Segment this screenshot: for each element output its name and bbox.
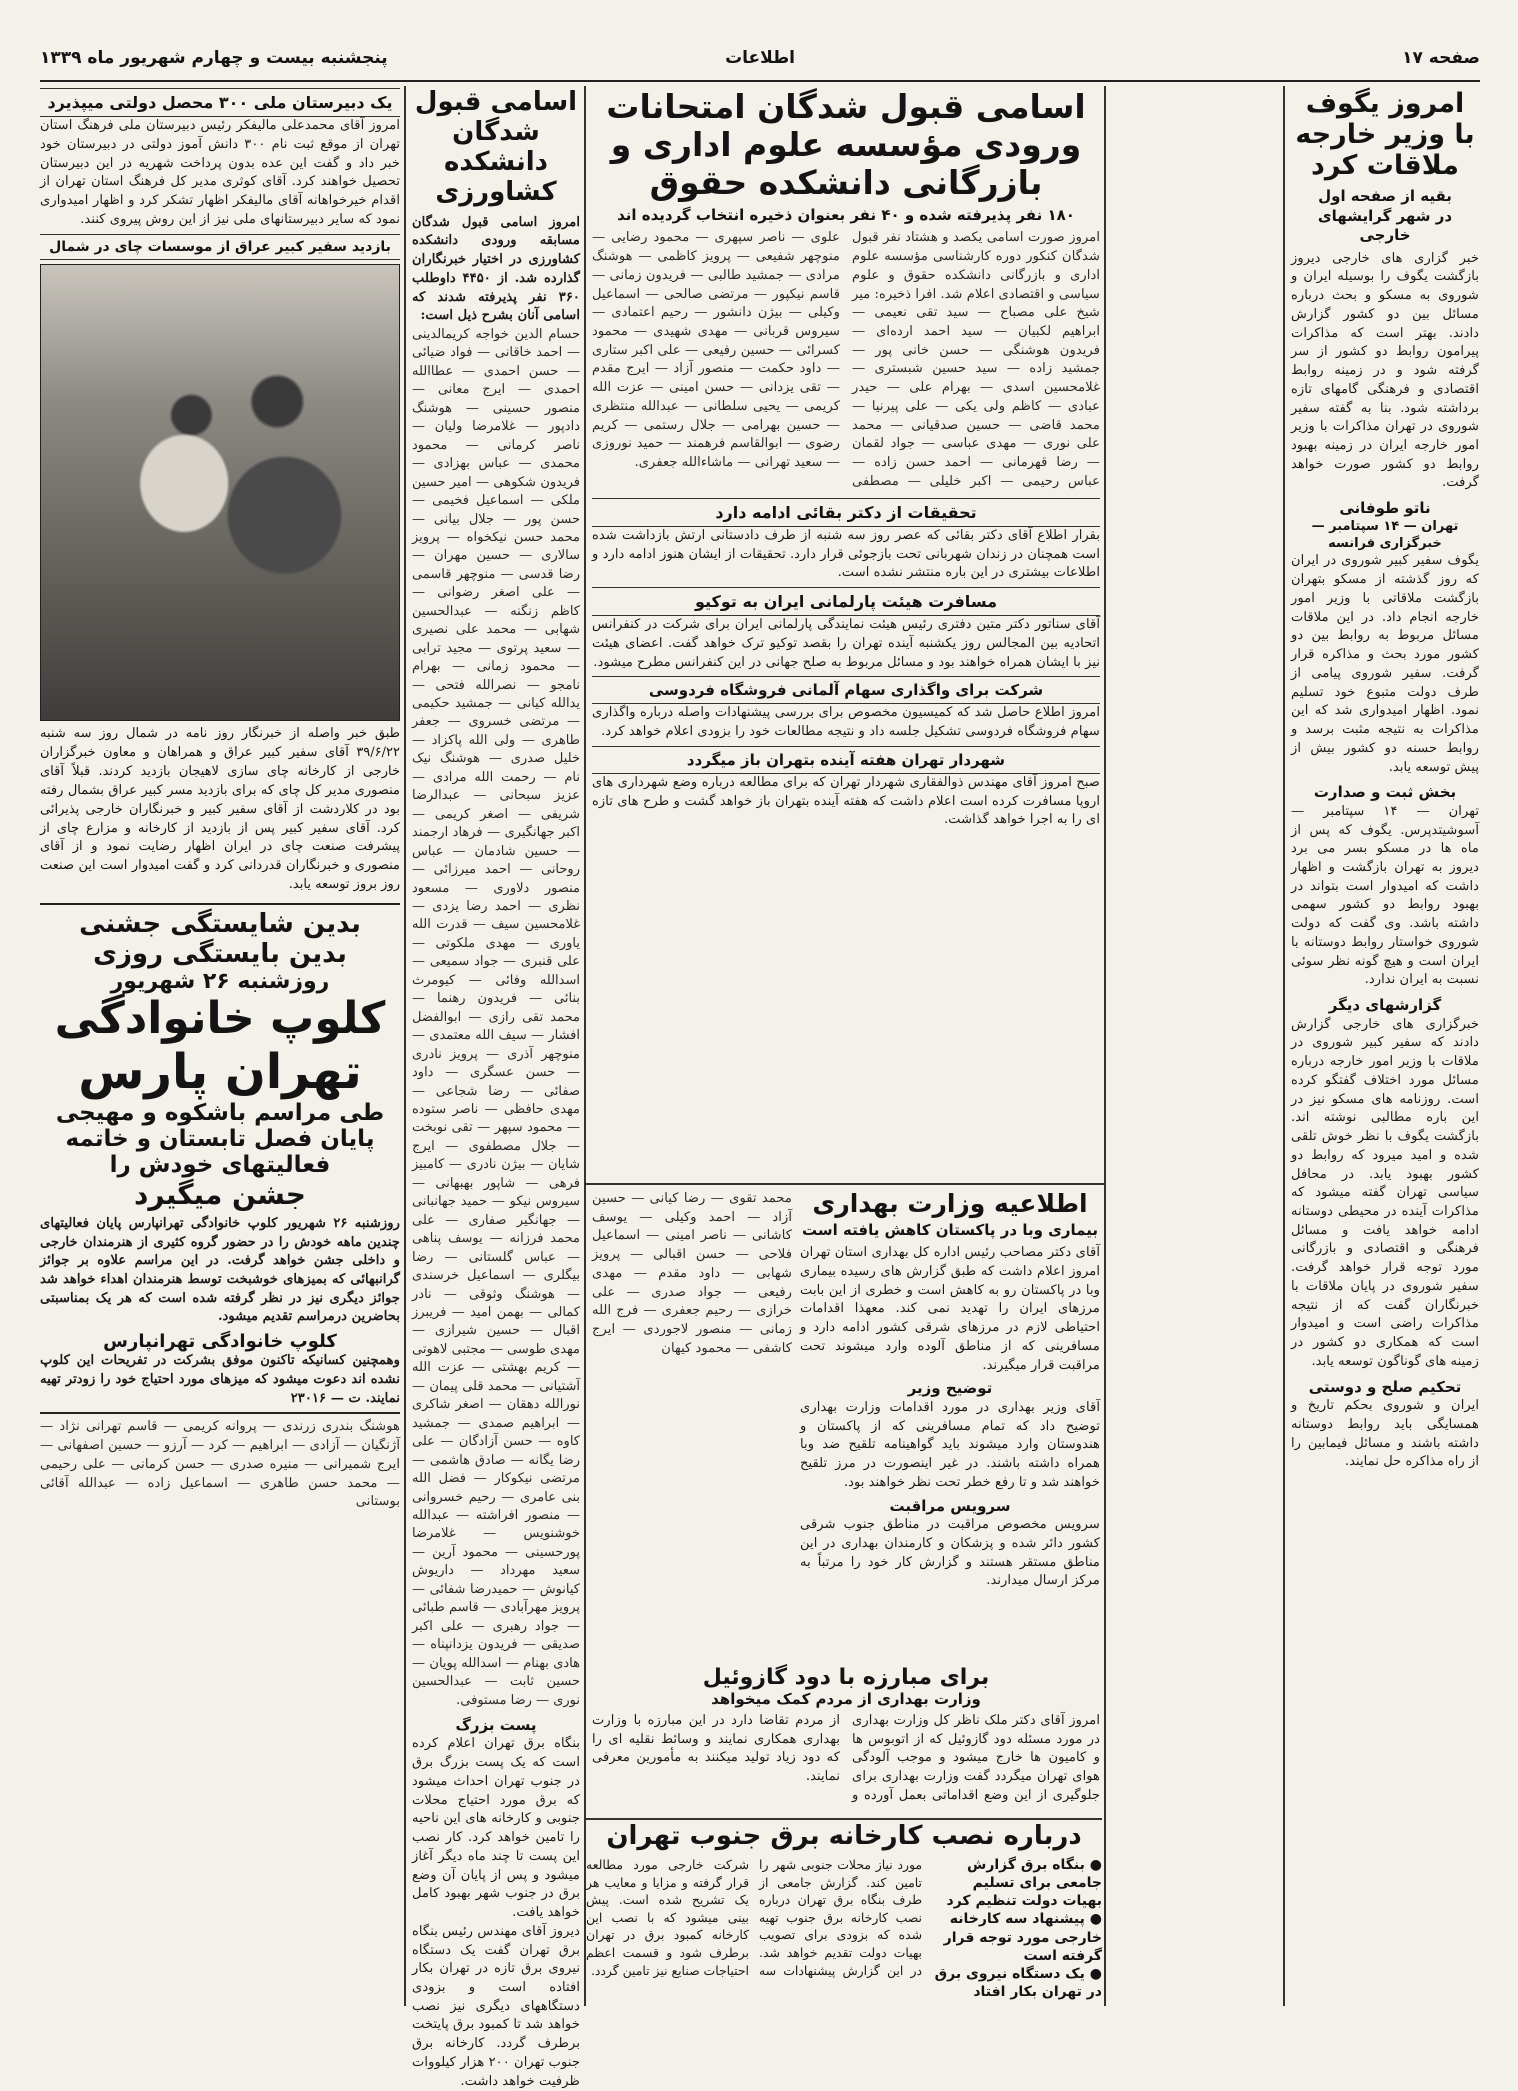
article-intro: امروز اسامی قبول شدگان مسابقه ورودی دانشکده کشاورزی در اختیار خبرنگاران گذارده شد. از ۴۴۵۰ داوطلب ۳۶۰ نفر پذیرفته شدند که اسامی آنان بشرح ذیل است: <box>412 214 580 324</box>
column-divider <box>584 86 586 2006</box>
article-headline: اسامی قبول شدگان دانشکده کشاورزی <box>414 87 578 207</box>
column-divider <box>404 86 406 2006</box>
ad-title: تهران پارس <box>78 1043 362 1100</box>
page-number: صفحه ۱۷ <box>1402 48 1480 68</box>
article-subhead: ۱۸۰ نفر پذیرفته شده و ۴۰ نفر بعنوان ذخیره انتخاب گردیده اند <box>617 205 1075 224</box>
article-body: ایران و شوروی بحکم تاریخ و همسایگی باید روابط دوستانه داشته باشند و مسائل فیمابین را از راه مذاکره حل نمایند. <box>1291 1398 1479 1470</box>
article-subhead: وزارت بهداری از مردم کمک میخواهد <box>711 1690 981 1709</box>
ad-title: کلوپ خانوادگی <box>54 992 386 1044</box>
ad-line: بدین بایستگی روزی <box>93 938 347 969</box>
issue-date: پنجشنبه بیست و چهارم شهریور ماه ۱۳۳۹ <box>40 48 388 68</box>
newspaper-name: اطلاعات <box>725 48 795 68</box>
article-body: بقرار اطلاع آقای دکتر بقائی که عصر روز سه شنبه از طرف دادستانی ارتش بازداشت شده است همچنان در زندان شهربانی تحت بازجوئی قرار دارد. تحقیقات از ایشان هنوز ادامه دارد و اطلاعات بیشتری در این باره منتشر نشده است. <box>592 527 1100 581</box>
ad-line: پایان فصل تابستان و خاتمه <box>65 1125 375 1152</box>
article-headline: اطلاعیه وزارت بهداری <box>812 1189 1088 1218</box>
article-law-admissions <box>592 88 1100 1180</box>
article-subhead: در شهر گرایشهای خارجی <box>1317 206 1453 245</box>
article-bullet: ● پیشنهاد سه کارخانه خارجی مورد توجه قرار گرفته است <box>932 1910 1102 1965</box>
club-advertisement <box>40 903 400 1414</box>
article-subhead: بقیه از صفحه اول <box>1318 187 1452 206</box>
ad-line: فعالیتهای خودش را <box>109 1151 331 1178</box>
photo-caption: طبق خبر واصله از خبرنگار روز نامه در شمال روز سه شنبه ۳۹/۶/۲۲ آقای سفیر کبیر عراق و همراهان و معاون خبرگزاران خارجی از کارخانه چای سازی لاهیجان بازدید کردند. قبلاً آقای منصوری مدیر کل چای که برای بازدید مسر کبیر عراق بشمال رفته بود در کلاردشت از آقای سفیر کبیر و خبرنگاران خارجی پذیرائی کرد. آقای سفیر کبیر پس از بازدید از کارخانه و مزارع چای از پیشرفت صنعت چای در ایران اظهار رضایت نمود و از آقای منصوری و خبرنگاران قدردانی کرد و گفت امیدوار است این صنعت روز بروز توسعه یابد. <box>40 726 400 893</box>
article-body: یگوف سفیر کبیر شوروی در ایران که روز گذشته از مسکو بتهران بازگشت ملاقاتی با وزیر امور خارجه انجام داد. در این ملاقات مسائل مربوط به روابط بین دو کشور مورد بحث و مذاکره قرار گرفت. سفیر شوروی پیامی از طرف دولت متبوع خود تسلیم نمود. اظهار امیدواری شد که این مذاکرات به نتیجه مثبت برسد و روابط حسنه دو کشور بیش از پیش توسعه یابد. <box>1291 553 1479 775</box>
ad-footer: کلوپ خانوادگی تهرانپارس <box>103 1331 337 1353</box>
article-subhead: پست بزرگ <box>455 1715 537 1734</box>
article-body: بنگاه برق تهران اعلام کرده است که یک پست بزرگ برق در جنوب تهران احداث میشود که برق مورد احتیاج محلات جنوبی و کارخانه های این ناحیه را تامین خواهد کرد. کار نصب این پست تا چند ماه دیگر آغاز میشود و پس از پایان آن وضع برق در جنوب شهر بهبود کامل خواهد یافت. <box>412 1736 580 1921</box>
article-body: مورد نیاز محلات جنوبی شهر را تامین کند. گزارش جامعی از طرف بنگاه برق تهران درباره نصب کارخانه برق جنوب تهیه شده که بزودی برای تصویب بهیات دولت تقدیم خواهد شد. در این گزارش پیشنهادات سه شرکت خارجی مورد مطالعه قرار گرفته و مزایا و معایب هر یک تشریح شده است. پیش بینی میشود که با نصب این کارخانه کمبود برق در تهران برطرف شود و قسمت اعظم احتیاجات صنایع نیز تامین گردد. <box>586 1856 922 1978</box>
article-subhead: گزارشهای دیگر <box>1328 996 1442 1015</box>
names-list: امروز صورت اسامی یکصد و هشتاد نفر قبول شدگان کنکور دوره کارشناسی مؤسسه علوم اداری و بازرگانی دانشکده حقوق و علوم سیاسی و اقتصادی اعلام شد. افرا ذخیره: میر شیخ علی مصباح — سید تقی نعیمی — ابراهیم لکبیان — سید احمد ارده‌ای — فریدون هوشنگی — حسن خانی پور — جمشید زاده — سید حسین شبستری — غلامحسین اسدی — بهرام علی — حیدر عبادی — کاظم ولی یکی — علی پیرنیا — محمد قاضی — حسین صدقیانی — محمد علی نوری — مهدی عباسی — جواد لقمان — رضا قهرمانی — احمد حسن زاده — عباس رحیمی — اکبر خلیلی — مصطفی علوی — ناصر سپهری — محمود رضایی — منوچهر شفیعی — پرویز کاظمی — هوشنگ مرادی — جمشید طالبی — فریدون زمانی — قاسم نیکپور — مرتضی صالحی — اسماعیل وکیلی — بیژن دانشور — رحیم اعتمادی — سیروس قربانی — مهدی شهیدی — محمود کسرائی — حسین رفیعی — علی اکبر ستاری — داود حکمت — منصور آزاد — ایرج مقدم — تقی یزدانی — حسن امینی — عزت الله کریمی — یحیی سلطانی — عبدالله منتظری — حسین بهرامی — جلال رستمی — کریم رضوی — ابوالقاسم فرهمند — حمید نوروزی — سعید تهرانی — ماشاءالله جعفری. <box>592 230 1100 489</box>
article-body: امروز آقای دکتر ملک ناظر کل وزارت بهداری در مورد مسئله دود گازوئیل که از اتوبوس ها و کامیون ها خارج میشود و موجب آلودگی هوای تهران میگردد گفت وزارت بهداری برای جلوگیری از این وضع اقداماتی بعمل آورده و از مردم تقاضا دارد در این مبارزه با وزارت بهداری همکاری نمایند و وسائط نقلیه ای را که دود زیاد تولید میکنند به مأمورین معرفی نمایند. <box>592 1712 1100 1803</box>
ad-body: روزشنبه ۲۶ شهریور کلوپ خانوادگی تهرانپارس پایان فعالیتهای چندین ماهه خودش را در حضور گروه کثیری از هنرمندان خارجی و داخلی جشن خواهد گرفت. در این مراسم علاوه بر جوائز گرانبهائی که بمیزهای خوشبخت توسط هنرمندان اهداء خواهد شد جوائز دیگری نیز در نظر گرفته شده است که هر یک بمناسبتی بحاضرین درمراسم تقدیم میشود. <box>40 1215 400 1325</box>
article-headline: یک دبیرستان ملی ۳۰۰ محصل دولتی میپذیرد <box>40 88 400 117</box>
article-bullet: ● بنگاه برق گزارش جامعی برای تسلیم بهیات دولت تنظیم کرد <box>932 1856 1102 1911</box>
article-body: خبرگزاری های خارجی گزارش دادند که سفیر کبیر شوروی در ملاقات با وزیر امور خارجه درباره مسائل مورد اختلاف گفتگو کرده است. روزنامه های مسکو نیز در این باره مطالبی نوشته اند. بازگشت یگوف با نظر خوش تلقی شده و امید میرود که روابط دو کشور بهبود یابد. در محافل سیاسی تهران گفته میشود که مذاکرات آینده در محیطی دوستانه ادامه خواهد یافت و مسائل فرهنگی و اقتصادی و بازرگانی مورد توجه قرار خواهد گرفت. سفیر شوروی در پایان ملاقات با خبرنگاران گفت که از نتیجه مذاکرات راضی است و امیدوار است که همکاری دو کشور در زمینه های گوناگون توسعه یابد. <box>1291 1016 1479 1369</box>
article-headline: شهردار تهران هفته آینده بتهران باز میگردد <box>592 746 1100 774</box>
article-headline: برای مبارزه با دود گازوئیل <box>702 1665 990 1690</box>
article-power-plant <box>586 1818 1102 2006</box>
article-headline: مسافرت هیئت پارلمانی ایران به توکیو <box>592 587 1100 616</box>
column-divider <box>1283 86 1285 2006</box>
article-subhead: بخش ثبت و صدارت <box>1313 783 1457 802</box>
article-subhead: ناتو طوفانی <box>1339 499 1431 518</box>
article-subhead: سرویس مراقبت <box>889 1496 1011 1515</box>
article-body: خبر گزاری های خارجی دیروز بازگشت یگوف را بوسیله ایران و شوروی به مسکو و بحث درباره مسائل بین دو کشور گزارش دادند. بهتر است که مذاکرات پیرامون روابط دو کشور از سر گرفته شود و در زمینه روابط اقتصادی و فرهنگی گامهای تازه برداشته شود. بنا به گفته سفیر شوروی در تهران مذاکرات با وزیر امور خارجه ایران در زمینه بهبود روابط دو کشور صورت خواهد گرفت. <box>1291 250 1479 491</box>
article-subhead: توضیح وزیر <box>907 1379 993 1398</box>
article-yakovlev <box>1291 88 1479 2003</box>
article-diesel-smoke <box>592 1665 1100 1815</box>
article-body: امروز آقای محمدعلی مالیفکر رئیس دبیرستان ملی فرهنگ استان تهران از موقع ثبت نام ۳۰۰ دانش آموز دولتی در دبیرستان خود خبر داد و گفت این عده بدون پرداخت شهریه در این دبیرستان تحصیل خواهند کرد. آقای کوثری مدیر کل فرهنگ استان تهران از اقدام خیرخواهانه آقای مالیفکر اظهار تشکر کرد و اظهار امیدواری نمود که سایر دبیرستانهای ملی نیز از این روش پیروی کنند. <box>40 118 400 227</box>
names-list: حسام الدین خواجه کریمالدینی — احمد خاقانی — فواد ضیائی — حسن احمدی — عطاالله احمدی — ایرج معانی — منصور حسینی — هوشنگ دادپور — غلامرضا ولیان — ناصر کرمانی — محمود محمدی — عباس بهزادی — فریدون شکوهی — امیر حسین ملکی — اسماعیل فخیمی — حسن پور — جلال بیانی — محمد حسن نیکخواه — پرویز سالاری — حسین مهران — رضا قدسی — منوچهر قاسمی — علی اصغر رضوانی — کاظم زنگنه — عبدالحسین شهابی — محمد علی نصیری — سعید پرتوی — مجید ترابی — محمود زمانی — بهرام نامجو — نصرالله فتحی — یدالله کیانی — جمشید حکیمی — مرتضی خسروی — جعفر طاهری — ولی الله پاکزاد — خلیل صدری — هوشنگ نیک نام — رحمت الله مرادی — عزیز سبحانی — عبدالرضا شریفی — اصغر کریمی — اکبر جهانگیری — فرهاد ارجمند — حسین شادمان — عباس روحانی — احمد میرزائی — منصور دلاوری — مسعود نظری — احمد رضا یزدی — غلامحسین سیف — قدرت الله یاوری — مهدی ملکوتی — علی قنبری — جواد سمیعی — اسدالله وفائی — کیومرث بنائی — فریدون رهنما — محمد تقی رازی — ابوالفضل افشار — سیف الله معتمدی — منوچهر آذری — پرویز نادری — حسن عسگری — داود صفائی — رضا شجاعی — مهدی حافظی — ناصر ستوده — محمود سپهر — تقی نوبخت — جلال مصطفوی — ایرج شایان — بیژن نادری — کامبیز فرهی — شاپور بهبهانی — سیروس نیکو — حمید جهانبانی — جهانگیر صفاری — علی محمد فرزانه — یوسف پناهی — عباس گلستانی — رضا بیگلری — اسماعیل خرسندی — هوشنگ وثوقی — نادر کمالی — بهمن امید — فریبرز اقبال — حسین شیرازی — مهدی طوسی — مجتبی لاهوتی — کریم بهشتی — عزت الله آشتیانی — محمد قلی پیمان — نورالله دهقان — اصغر شاکری — ابراهیم صمدی — جمشید کاوه — حسن آزادگان — علی رضا یگانه — صادق هاشمی — مرتضی نیکوکار — فضل الله بنی عامری — رحیم خسروانی — منصور افراشته — عبدالله خوشنویس — غلامرضا پورحسینی — محمود آرین — سعید مهرداد — داریوش کیانوش — حمیدرضا شفائی — پرویز مهرآبادی — قاسم طبائی — جواد رهبری — علی اکبر صدیقی — فریدون یزدانپناه — هادی بهنام — اسدالله پویان — حسین ثابت — عبدالحسین نوری — رضا مستوفی. <box>412 326 580 1708</box>
article-body: سرویس مخصوص مراقبت در مناطق جنوب شرقی کشور دائر شده و پزشکان و کارمندان بهداری در این مناطق مستقر هستند و گزارش کار خود را مرتباً به مرکز ارسال میدارند. <box>800 1517 1100 1589</box>
article-body: صبح امروز آقای مهندس ذوالفقاری شهردار تهران که برای مطالعه درباره وضع شهرداری های اروپا مسافرت کرده است اعلام داشت که هفته آینده بتهران باز خواهد گشت و طرح های تازه ای را به اجرا خواهد گذاشت. <box>592 774 1100 828</box>
article-body: آقای سناتور دکتر متین دفتری رئیس هیئت نمایندگی پارلمانی ایران برای شرکت در کنفرانس اتحادیه بین المجالس روز یکشنبه آینده تهران را بقصد توکیو ترک خواهد گفت. اعضای هیئت نیز با ایشان همراه خواهند بود و مسائل مربوط به صلح جهانی در این کنفرانس مطرح میشود. <box>592 617 1100 670</box>
article-body: امروز اطلاع حاصل شد که کمیسیون مخصوص برای بررسی پیشنهادات واصله درباره واگذاری سهام فروشگاه فردوسی تشکیل جلسه داد و نتیجه مطالعات خود را بزودی اعلام خواهد کرد. <box>592 705 1100 740</box>
ad-line: بدین شایستگی جشنی <box>79 908 361 939</box>
ad-note: وهمچنین کسانیکه تاکنون موفق بشرکت در تفریحات این کلوپ نشده اند دعوت میشود که میزهای مورد احتیاج خود را زودتر تهیه نمایند. ت — ۲۳۰۱۶ <box>40 1353 400 1406</box>
article-body: آقای وزیر بهداری در مورد اقدامات وزارت بهداری توضیح داد که تمام مسافرینی که از پاکستان و هندوستان وارد میشوند باید گواهینامه تلقیح ضد وبا همراه داشته باشند. در غیر اینصورت در مرز تلقیح خواهند شد و تا رفع خطر تحت نظر خواهند بود. <box>800 1399 1100 1490</box>
section-divider <box>586 1183 1104 1185</box>
ad-line: روزشنبه ۲۶ شهریور <box>110 968 330 994</box>
article-agri-admissions <box>412 87 580 2089</box>
article-body: دیروز آقای مهندس رئیس بنگاه برق تهران گفت یک دستگاه نیروی برق تازه در تهران بکار افتاده است و بزودی دستگاههای دیگری نیز نصب خواهد شد تا کمبود برق پایتخت برطرف گردد. کارخانه برق جنوب تهران ۲۰۰ هزار کیلووات ظرفیت خواهد داشت. <box>412 1923 580 2089</box>
photo-title: بازدید سفیر کبیر عراق از موسسات چای در شمال <box>40 234 400 261</box>
article-body: آقای دکتر مصاحب رئیس اداره کل بهداری استان تهران امروز اعلام داشت که طبق گزارش های رسیده بیماری وبا در پاکستان رو به کاهش است و خطری از این بابت مرزهای ایران را تهدید نمی کند. معهذا اقدامات احتیاطی لازم در مرزهای شرقی کشور ادامه دارد و مسافرینی که از مناطق آلوده وارد میشوند تحت مراقبت قرار میگیرند. <box>800 1245 1100 1373</box>
names-list-column <box>592 1190 792 1660</box>
ad-line: طی مراسم باشکوه و مهیجی <box>55 1099 385 1126</box>
article-body: تهران — ۱۴ سپتامبر — آسوشیتدپرس. یگوف که پس از ماه ها در مسکو بسر می برد دیروز به تهران بازگشت و اظهار داشت که امیدوار است بتواند در بهبود روابط دو کشور سهمی داشته باشد. وی گفت که دولت شوروی خواستار روابط دوستانه با ایران است و هیچ گونه نظر سوئی نسبت به ایران ندارد. <box>1291 803 1479 988</box>
article-headline: شرکت برای واگذاری سهام آلمانی فروشگاه فردوسی <box>592 676 1100 704</box>
left-column <box>40 88 400 2003</box>
article-bullet: ● یک دستگاه نیروی برق در تهران بکار افتاد <box>932 1965 1102 2001</box>
article-headline: درباره نصب کارخانه برق جنوب تهران <box>606 1821 1082 1851</box>
article-subhead: تهران — ۱۴ سپتامبر — خبرگزاری فرانسه <box>1311 518 1459 551</box>
names-list: محمد تقوی — رضا کیانی — حسین آزاد — احمد وکیلی — یوسف کاشانی — ناصر امینی — اسماعیل فلاحی — حسن اقبالی — پرویز شهابی — داود مقدم — مهدی رفیعی — جواد صدری — علی خرازی — رحیم جعفری — فرج الله زمانی — منصور لاجوردی — ایرج کاشفی — محمود کیهان <box>592 1191 792 1356</box>
column-divider <box>1104 86 1106 2006</box>
article-subhead: تحکیم صلح و دوستی <box>1308 1377 1462 1396</box>
article-headline: تحقیقات از دکتر بقائی ادامه دارد <box>592 498 1100 527</box>
article-subhead: بیماری وبا در پاکستان کاهش یافته است <box>802 1220 1098 1239</box>
news-photo <box>40 264 400 721</box>
article-headline: اسامی قبول شدگان امتحانات ورودی مؤسسه علوم اداری و بازرگانی دانشکده حقوق <box>606 87 1086 202</box>
masthead <box>40 40 1480 82</box>
names-list: هوشنگ بندری زرندی — پروانه کریمی — قاسم تهرانی نژاد — آژنگیان — آزادی — ابراهیم — کرد — آرزو — حسین اصفهانی — ایرج شمیرانی — منیره صدری — حسن کرمانی — علی رحیمی — محمد حسن طاهری — اسماعیل زاده — عبدالله آقائی بوستانی <box>40 1419 400 1510</box>
article-headline: امروز یگوف با وزیر خارجه ملاقات کرد <box>1295 88 1475 182</box>
ad-line: جشن میگیرد <box>134 1177 306 1211</box>
